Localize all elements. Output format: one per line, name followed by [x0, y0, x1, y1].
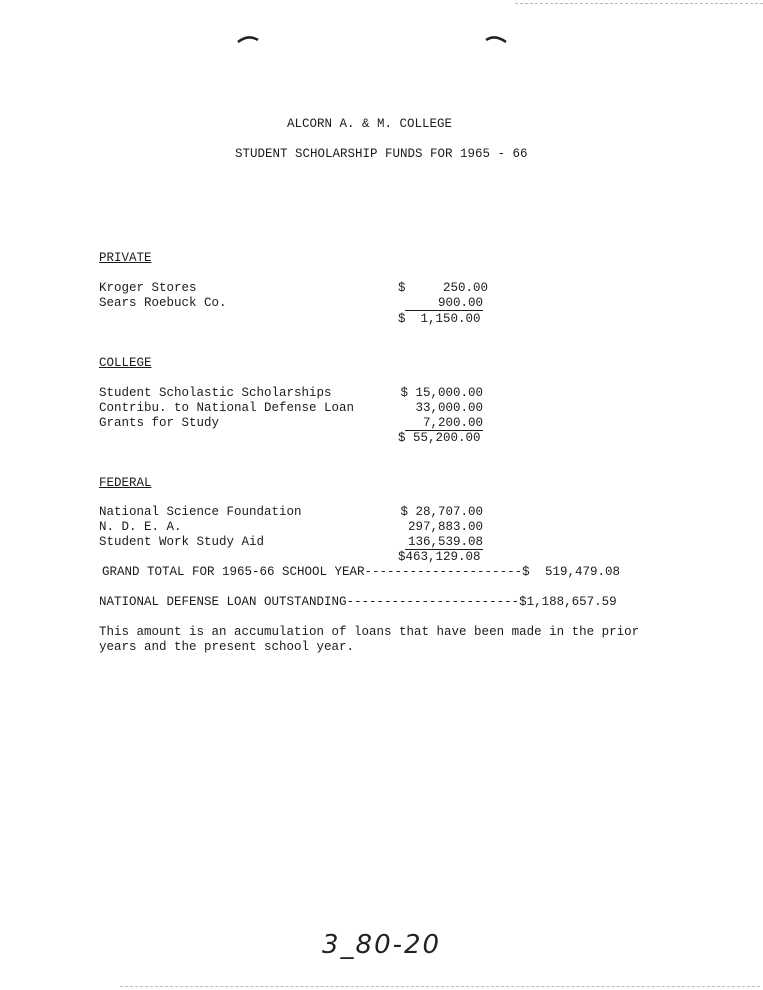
private-row-label: Kroger Stores	[99, 281, 197, 295]
college-row-amount: 7,200.00	[405, 416, 483, 431]
document-title: STUDENT SCHOLARSHIP FUNDS FOR 1965 - 66	[235, 147, 528, 161]
private-total: $ 1,150.00	[398, 312, 481, 326]
handwritten-file-mark: 3_80-20	[322, 930, 442, 960]
federal-row-amount: $ 28,707.00	[400, 505, 483, 519]
federal-row-amount: 136,539.08	[405, 535, 483, 550]
college-row-label: Grants for Study	[99, 416, 220, 430]
note-line: years and the present school year.	[99, 640, 355, 654]
college-row-amount: 33,000.00	[415, 401, 483, 415]
loan-outstanding-line: NATIONAL DEFENSE LOAN OUTSTANDING-----------------------$1,188,657.59	[99, 595, 617, 609]
federal-row-label: National Science Foundation	[99, 505, 302, 519]
private-row-amount: $ 250.00	[398, 281, 489, 295]
scan-artifact-line	[515, 3, 763, 4]
college-total: $ 55,200.00	[398, 431, 481, 445]
federal-total: $463,129.08	[398, 550, 481, 564]
section-heading-college: COLLEGE	[99, 356, 152, 370]
federal-row-label: N. D. E. A.	[99, 520, 182, 534]
federal-row-label: Student Work Study Aid	[99, 535, 265, 549]
punch-mark-left	[237, 34, 259, 44]
private-row-amount: 900.00	[405, 296, 483, 311]
grand-total-amount: 519,479.08	[545, 565, 621, 579]
private-row-label: Sears Roebuck Co.	[99, 296, 227, 310]
scan-artifact-line	[120, 986, 760, 987]
note-line: This amount is an accumulation of loans that have been made in the prior	[99, 625, 640, 639]
college-row-amount: $ 15,000.00	[400, 386, 483, 400]
federal-row-amount: 297,883.00	[407, 520, 483, 534]
college-row-label: Contribu. to National Defense Loan	[99, 401, 355, 415]
institution-name: ALCORN A. & M. COLLEGE	[287, 117, 453, 131]
section-heading-federal: FEDERAL	[99, 476, 152, 490]
grand-total-label: GRAND TOTAL FOR 1965-66 SCHOOL YEAR---------------------$	[102, 565, 530, 579]
college-row-label: Student Scholastic Scholarships	[99, 386, 332, 400]
punch-mark-right	[485, 34, 507, 44]
section-heading-private: PRIVATE	[99, 251, 152, 265]
